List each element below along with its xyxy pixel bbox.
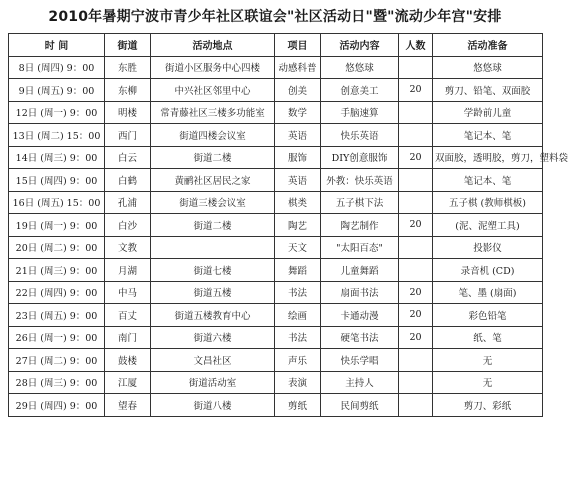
cell-content: 民间剪纸 [321, 394, 399, 417]
cell-venue: 街道七楼 [151, 259, 275, 282]
cell-street: 明楼 [105, 101, 151, 124]
table-row [9, 259, 543, 282]
cell-street: 孔浦 [105, 191, 151, 214]
cell-prep: 笔记本、笔 [433, 124, 543, 147]
cell-venue: 常青藤社区三楼多功能室 [151, 101, 275, 124]
cell-street: 中马 [105, 281, 151, 304]
cell-item: 书法 [275, 326, 321, 349]
cell-item: 数学 [275, 101, 321, 124]
cell-time: 15日 (周四) 9：00 [9, 169, 105, 192]
cell-prep: 悠悠球 [433, 56, 543, 79]
cell-item: 英语 [275, 169, 321, 192]
cell-time: 19日 (周一) 9：00 [9, 214, 105, 237]
cell-time: 23日 (周五) 9：00 [9, 304, 105, 327]
header-venue: 活动地点 [151, 34, 275, 57]
cell-num [399, 124, 433, 147]
cell-venue: 街道四楼会议室 [151, 124, 275, 147]
table-row [9, 101, 543, 124]
cell-time: 22日 (周四) 9：00 [9, 281, 105, 304]
schedule-table [8, 33, 568, 417]
cell-content: 扇面书法 [321, 281, 399, 304]
cell-content: 卡通动漫 [321, 304, 399, 327]
cell-street: 东柳 [105, 79, 151, 102]
cell-content: 创意美工 [321, 79, 399, 102]
cell-venue: 街道八楼 [151, 394, 275, 417]
table-body [9, 56, 568, 416]
cell-street: 月湖 [105, 259, 151, 282]
cell-venue: 街道活动室 [151, 371, 275, 394]
cell-content: 陶艺制作 [321, 214, 399, 237]
cell-time: 29日 (周四) 9：00 [9, 394, 105, 417]
page-title: 2010年暑期宁波市青少年社区联谊会"社区活动日"暨"流动少年宫"安排 [48, 9, 502, 25]
cell-num: 20 [399, 304, 433, 327]
cell-street: 江厦 [105, 371, 151, 394]
cell-num: 20 [399, 281, 433, 304]
cell-prep: 剪刀、彩纸 [433, 394, 543, 417]
cell-time: 21日 (周三) 9：00 [9, 259, 105, 282]
cell-prep: 投影仪 [433, 236, 543, 259]
table-row [9, 79, 543, 102]
cell-venue: 文昌社区 [151, 349, 275, 372]
cell-time: 16日 (周五) 15：00 [9, 191, 105, 214]
cell-content: 儿童舞蹈 [321, 259, 399, 282]
cell-num [399, 349, 433, 372]
cell-time: 26日 (周一) 9：00 [9, 326, 105, 349]
cell-num [399, 371, 433, 394]
cell-item: 服饰 [275, 146, 321, 169]
cell-venue: 街道六楼 [151, 326, 275, 349]
cell-street: 文教 [105, 236, 151, 259]
header-content: 活动内容 [321, 34, 399, 57]
cell-item: 声乐 [275, 349, 321, 372]
cell-prep: (泥、泥塑工具) [433, 214, 543, 237]
cell-num [399, 169, 433, 192]
cell-prep: 无 [433, 371, 543, 394]
table-row [9, 349, 543, 372]
cell-time: 8日 (周四) 9：00 [9, 56, 105, 79]
cell-street: 鼓楼 [105, 349, 151, 372]
cell-street: 白沙 [105, 214, 151, 237]
cell-item: 绘画 [275, 304, 321, 327]
cell-time: 12日 (周一) 9：00 [9, 101, 105, 124]
table-row [9, 214, 543, 237]
cell-time: 13日 (周二) 15：00 [9, 124, 105, 147]
cell-venue [151, 236, 275, 259]
cell-street: 望春 [105, 394, 151, 417]
cell-prep: 学龄前儿童 [433, 101, 543, 124]
cell-prep: 笔记本、笔 [433, 169, 543, 192]
cell-item: 书法 [275, 281, 321, 304]
cell-content: 外教：快乐英语 [321, 169, 399, 192]
cell-prep: 笔、墨 (扇面) [433, 281, 543, 304]
cell-item: 剪纸 [275, 394, 321, 417]
cell-venue: 街道五楼教育中心 [151, 304, 275, 327]
cell-content: 快乐英语 [321, 124, 399, 147]
cell-num [399, 101, 433, 124]
cell-num: 20 [399, 326, 433, 349]
cell-num [399, 236, 433, 259]
header-item: 项目 [275, 34, 321, 57]
table-row [9, 191, 543, 214]
table-row [9, 326, 543, 349]
cell-venue: 中兴社区邻里中心 [151, 79, 275, 102]
header-street: 街道 [105, 34, 151, 57]
cell-content: 五子棋下法 [321, 191, 399, 214]
cell-item: 天文 [275, 236, 321, 259]
cell-time: 9日 (周五) 9：00 [9, 79, 105, 102]
cell-item: 舞蹈 [275, 259, 321, 282]
table-row [9, 146, 543, 169]
cell-content: 手脑速算 [321, 101, 399, 124]
header-time: 时 间 [9, 34, 105, 57]
table-row [9, 394, 543, 417]
cell-time: 28日 (周三) 9：00 [9, 371, 105, 394]
cell-content: 硬笔书法 [321, 326, 399, 349]
cell-content: DIY创意服饰 [321, 146, 399, 169]
cell-time: 27日 (周二) 9：00 [9, 349, 105, 372]
cell-num [399, 56, 433, 79]
cell-prep: 五子棋 (教师棋板) [433, 191, 543, 214]
cell-venue: 街道五楼 [151, 281, 275, 304]
cell-prep: 彩色铅笔 [433, 304, 543, 327]
cell-content: 快乐学唱 [321, 349, 399, 372]
cell-venue: 街道二楼 [151, 214, 275, 237]
cell-item: 英语 [275, 124, 321, 147]
cell-time: 20日 (周二) 9：00 [9, 236, 105, 259]
cell-time: 14日 (周三) 9：00 [9, 146, 105, 169]
table-row [9, 371, 543, 394]
cell-venue: 街道小区服务中心四楼 [151, 56, 275, 79]
cell-prep: 双面胶，透明胶，剪刀，塑料袋 [433, 146, 543, 169]
cell-venue: 街道二楼 [151, 146, 275, 169]
cell-num [399, 259, 433, 282]
cell-item: 陶艺 [275, 214, 321, 237]
cell-street: 白云 [105, 146, 151, 169]
cell-street: 百丈 [105, 304, 151, 327]
cell-item: 创美 [275, 79, 321, 102]
cell-item: 棋类 [275, 191, 321, 214]
cell-prep: 剪刀、铅笔、双面胶 [433, 79, 543, 102]
cell-street: 白鹤 [105, 169, 151, 192]
header-prep: 活动准备 [433, 34, 543, 57]
table-row [9, 281, 543, 304]
cell-num: 20 [399, 79, 433, 102]
header-num: 人数 [399, 34, 433, 57]
cell-num [399, 191, 433, 214]
cell-content: "太阳百态" [321, 236, 399, 259]
table-row [9, 304, 543, 327]
cell-venue: 黄鹂社区居民之家 [151, 169, 275, 192]
cell-item: 动感科普 [275, 56, 321, 79]
header-row [9, 34, 543, 57]
table-row [9, 169, 543, 192]
cell-content: 悠悠球 [321, 56, 399, 79]
cell-street: 南门 [105, 326, 151, 349]
table-row [9, 56, 543, 79]
cell-venue: 街道三楼会议室 [151, 191, 275, 214]
cell-prep: 录音机 (CD) [433, 259, 543, 282]
cell-prep: 无 [433, 349, 543, 372]
cell-num: 20 [399, 146, 433, 169]
table-row [9, 124, 543, 147]
cell-num [399, 394, 433, 417]
cell-item: 表演 [275, 371, 321, 394]
cell-street: 东胜 [105, 56, 151, 79]
cell-street: 西门 [105, 124, 151, 147]
table-row [9, 236, 543, 259]
cell-prep: 纸、笔 [433, 326, 543, 349]
cell-num: 20 [399, 214, 433, 237]
cell-content: 主持人 [321, 371, 399, 394]
